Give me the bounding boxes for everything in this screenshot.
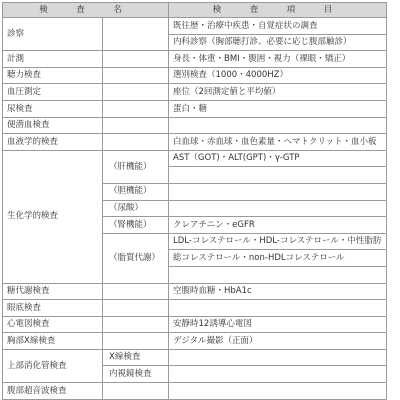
header-exam-name: 検 査 名 — [3, 3, 169, 18]
exam-item-empty — [169, 266, 387, 283]
exam-name-ketsuatsu: 血圧測定 — [3, 84, 103, 101]
exam-item: 座位（2回測定値と平均値） — [169, 84, 387, 101]
exam-item: 蛋白・糖 — [169, 100, 387, 117]
table-row — [3, 134, 387, 151]
sub-cell-empty — [103, 117, 169, 134]
exam-item: 既往歴・治療中疾患・自覚症状の調査 — [169, 18, 387, 35]
table-row — [3, 300, 387, 317]
sub-cell-empty — [103, 134, 169, 151]
exam-item: 安静時12誘導心電図 — [169, 316, 387, 333]
exam-item: 内科診察（胸部聴打診、必要に応じ腹部触診） — [169, 34, 387, 51]
exam-name-fukubu: 腹部超音波検査 — [3, 383, 103, 400]
table-row — [3, 383, 387, 400]
sub-category-gallbladder: （胆機能） — [103, 183, 169, 200]
exam-item-empty — [169, 383, 387, 400]
exam-item-empty — [169, 200, 387, 217]
sub-category-lipid: （脂質代謝） — [103, 233, 169, 283]
sub-cell-empty — [103, 283, 169, 300]
sub-category-uric-acid: （尿酸） — [103, 200, 169, 217]
exam-name-chouryoku: 聴力検査 — [3, 67, 103, 84]
table-row — [3, 316, 387, 333]
table-row — [3, 18, 387, 35]
exam-name-toutaisha: 糖代謝検査 — [3, 283, 103, 300]
table-row — [3, 51, 387, 68]
exam-item: 選別検査（1000・4000HZ） — [169, 67, 387, 84]
exam-items-table — [2, 2, 387, 400]
sub-cell-empty — [103, 333, 169, 350]
table-row — [3, 150, 387, 167]
exam-name-nyou: 尿検査 — [3, 100, 103, 117]
exam-item-empty — [169, 349, 387, 366]
exam-name-bensenketsu: 便潜血検査 — [3, 117, 103, 134]
sub-category-xray: X線検査 — [103, 349, 169, 366]
sub-cell-empty — [103, 18, 169, 51]
exam-item: 身長・体重・BMI・腹囲・視力（裸眼・矯正） — [169, 51, 387, 68]
table-row — [3, 283, 387, 300]
exam-item-empty — [169, 117, 387, 134]
exam-name-shinsatsu: 診察 — [3, 18, 103, 51]
exam-item: 空腹時血糖・HbA1c — [169, 283, 387, 300]
table-row — [3, 67, 387, 84]
sub-cell-empty — [103, 100, 169, 117]
sub-category-kidney: （腎機能） — [103, 217, 169, 234]
exam-name-seikagaku: 生化学的検査 — [3, 150, 103, 283]
exam-item: 白血球・赤血球・血色素量・ヘマトクリット・血小板 — [169, 134, 387, 151]
exam-name-ganten: 眼底検査 — [3, 300, 103, 317]
sub-cell-empty — [103, 51, 169, 68]
exam-item-empty — [169, 167, 387, 184]
exam-item: AST（GOT)・ALT(GPT)・γ-GTP — [169, 150, 387, 167]
exam-item: デジタル撮影（正面） — [169, 333, 387, 350]
exam-name-ketsueki: 血液学的検査 — [3, 134, 103, 151]
table-header-row — [3, 3, 387, 18]
exam-item: クレアチニン・eGFR — [169, 217, 387, 234]
exam-item-empty — [169, 183, 387, 200]
sub-cell-empty — [103, 316, 169, 333]
exam-item-empty — [169, 300, 387, 317]
sub-category-endoscopy: 内視鏡検査 — [103, 366, 169, 383]
table-row — [3, 117, 387, 134]
exam-name-kyoubu: 胸部X線検査 — [3, 333, 103, 350]
table-row — [3, 84, 387, 101]
sub-cell-empty — [103, 84, 169, 101]
sub-cell-empty — [103, 300, 169, 317]
table-row — [3, 100, 387, 117]
sub-cell-empty — [103, 383, 169, 400]
exam-item-empty — [169, 366, 387, 383]
exam-name-shindenzu: 心電図検査 — [3, 316, 103, 333]
exam-name-joubu: 上部消化管検査 — [3, 349, 103, 382]
header-exam-items: 検 査 項 目 — [169, 3, 387, 18]
sub-cell-empty — [103, 67, 169, 84]
exam-item: 総コレステロール・non-HDLコレステロール — [169, 250, 387, 267]
exam-item: LDL-コレステロール・HDL-コレステロール・中性脂肪 — [169, 233, 387, 250]
table-row — [3, 333, 387, 350]
table-row — [3, 349, 387, 366]
exam-name-keisoku: 計測 — [3, 51, 103, 68]
sub-category-liver: （肝機能） — [103, 150, 169, 183]
